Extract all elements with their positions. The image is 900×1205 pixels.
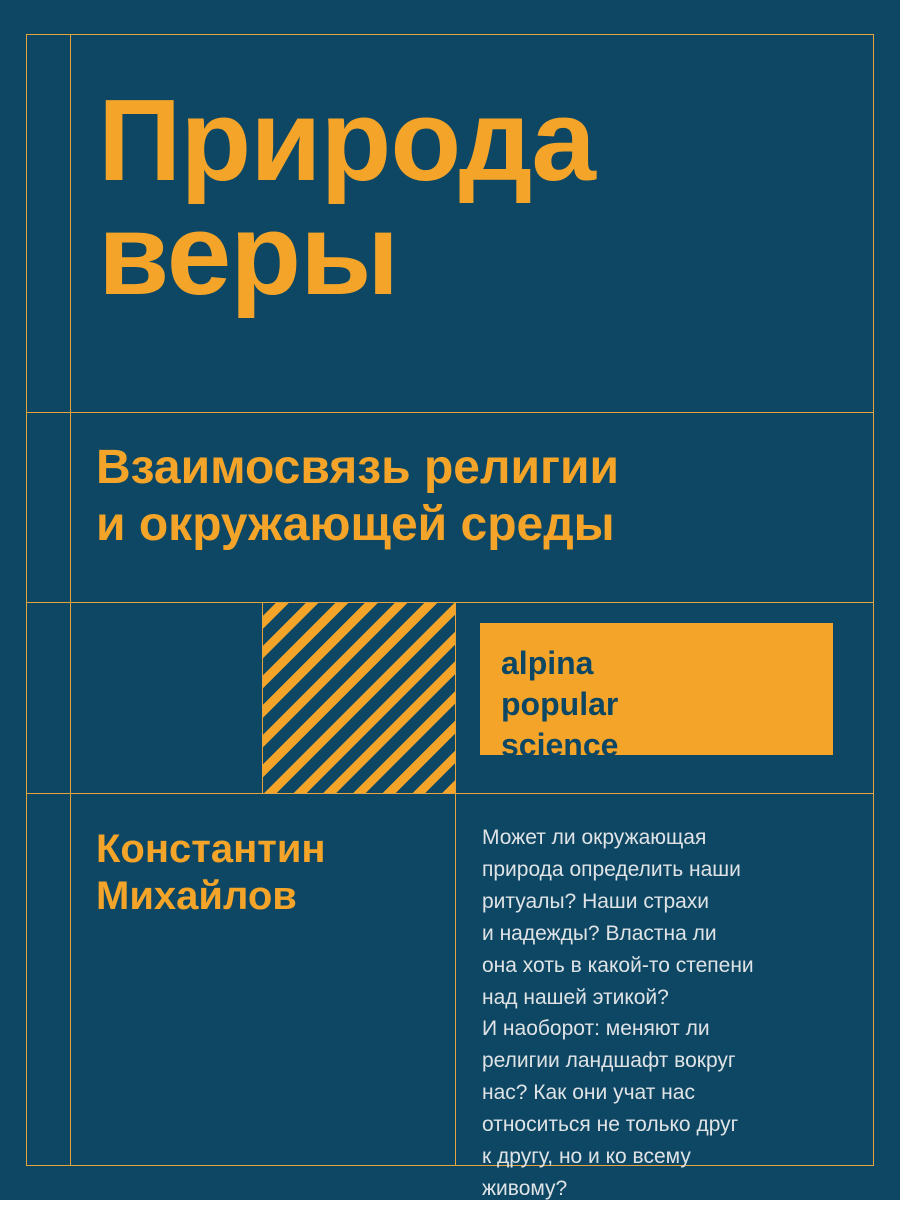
publisher-badge [480, 623, 833, 763]
blurb-line-1: Может ли окружающая [482, 826, 707, 849]
author-first-name: Константин [96, 827, 326, 871]
publisher-line-3: science [501, 726, 619, 763]
blurb-line-9: нас? Как они учат нас [482, 1081, 695, 1105]
book-title-line-2: веры [98, 188, 399, 319]
blurb-line-12: живому? [482, 1176, 568, 1200]
author-name [96, 826, 436, 920]
blurb-line-5: она хоть в какой-то степени [482, 953, 754, 977]
blurb-line-6: над нашей этикой? [482, 985, 669, 1009]
book-subtitle-line-2: и окружающей среды [96, 497, 615, 551]
vertical-rule-left [70, 34, 71, 1166]
cover-blurb [482, 822, 812, 1205]
divider-badge-author [26, 793, 874, 794]
book-subtitle [96, 440, 852, 553]
vertical-rule-center [455, 602, 456, 1166]
publisher-line-1: alpina [501, 645, 594, 681]
publisher-line-2: popular [501, 685, 619, 722]
blurb-line-8: религии ландшафт вокруг [482, 1049, 736, 1073]
author-last-name: Михайлов [96, 874, 297, 919]
book-subtitle-line-1: Взаимосвязь религии [96, 441, 619, 494]
book-title-line-1: Природа [98, 75, 595, 205]
blurb-line-4: и надежды? Властна ли [482, 921, 717, 945]
blurb-line-10: относиться не только друг [482, 1113, 739, 1137]
blurb-line-2: природа определить наши [482, 857, 741, 881]
diagonal-stripes-decoration [263, 603, 455, 793]
divider-title-subtitle [26, 412, 874, 413]
book-title [98, 75, 838, 319]
blurb-line-11: к другу, но и ко всему [482, 1145, 691, 1169]
blurb-line-7: И наоборот: меняют ли [482, 1017, 710, 1041]
blurb-line-3: ритуалы? Наши страхи [482, 889, 710, 913]
